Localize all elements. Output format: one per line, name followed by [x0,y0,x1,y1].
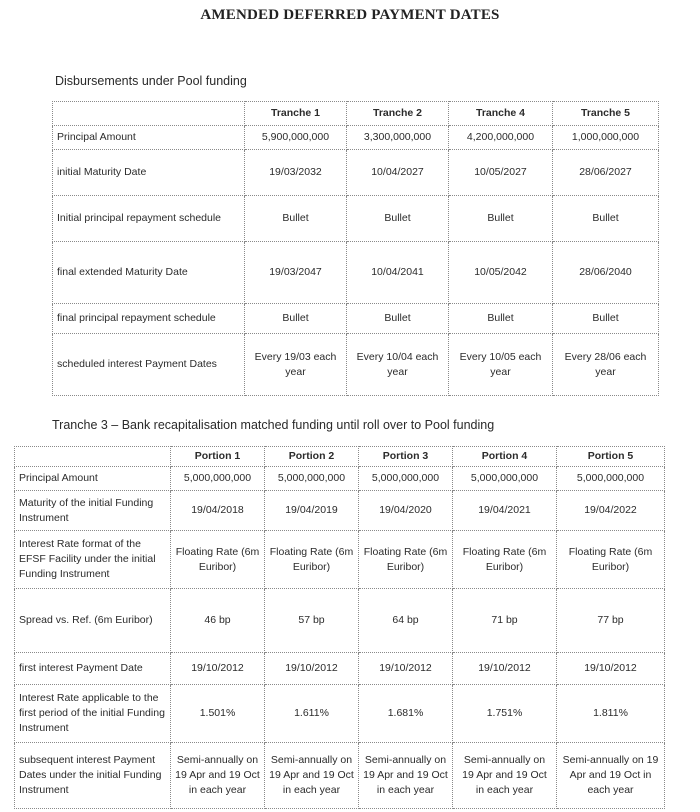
table-row [15,491,665,531]
table-cell: Every 10/04 each year [347,334,449,396]
table-cell: Bullet [347,196,449,242]
row-label: subsequent interest Payment Dates under the initial Funding Instrument [15,743,171,809]
table-cell: 19/10/2012 [265,653,359,685]
table-cell: Every 19/03 each year [245,334,347,396]
header-portion-4: Portion 4 [453,447,557,467]
table-cell: Semi-annually on 19 Apr and 19 Oct in each year [171,743,265,809]
table-cell: Floating Rate (6m Euribor) [171,531,265,589]
pool-funding-caption: Disbursements under Pool funding [55,74,247,88]
row-label: Interest Rate format of the EFSF Facility under the initial Funding Instrument [15,531,171,589]
header-tranche-1: Tranche 1 [245,102,347,126]
row-label: final extended Maturity Date [53,242,245,304]
table-cell: Bullet [245,304,347,334]
table-row [15,653,665,685]
table-row [53,150,659,196]
table-row [15,685,665,743]
table-cell: 64 bp [359,589,453,653]
table-cell: 77 bp [557,589,665,653]
table-cell: 5,000,000,000 [453,467,557,491]
table-cell: 19/04/2020 [359,491,453,531]
table-cell: Floating Rate (6m Euribor) [557,531,665,589]
tranche-3-table [14,446,665,809]
table-cell: 1.751% [453,685,557,743]
table-cell: 10/04/2027 [347,150,449,196]
table-cell: Semi-annually on 19 Apr and 19 Oct in each year [359,743,453,809]
table-row [15,467,665,491]
table-cell: 3,300,000,000 [347,126,449,150]
table-cell: 19/10/2012 [171,653,265,685]
table-cell: 10/04/2041 [347,242,449,304]
table-cell: 1.501% [171,685,265,743]
header-portion-5: Portion 5 [557,447,665,467]
header-cell [15,447,171,467]
table-cell: 1.611% [265,685,359,743]
table-row [53,196,659,242]
table-cell: 19/04/2021 [453,491,557,531]
header-portion-2: Portion 2 [265,447,359,467]
header-portion-1: Portion 1 [171,447,265,467]
row-label: scheduled interest Payment Dates [53,334,245,396]
table-cell: Bullet [553,196,659,242]
header-portion-3: Portion 3 [359,447,453,467]
row-label: Interest Rate applicable to the first period of the initial Funding Instrument [15,685,171,743]
table-row [15,589,665,653]
table-cell: Bullet [245,196,347,242]
table-cell: 57 bp [265,589,359,653]
document-title: AMENDED DEFERRED PAYMENT DATES [200,7,500,23]
row-label: initial Maturity Date [53,150,245,196]
row-label: first interest Payment Date [15,653,171,685]
table-cell: Bullet [449,304,553,334]
table-row [53,304,659,334]
table-row [53,334,659,396]
table-cell: 19/10/2012 [359,653,453,685]
table-header-row [53,102,659,126]
row-label: final principal repayment schedule [53,304,245,334]
table-cell: 28/06/2040 [553,242,659,304]
row-label: Maturity of the initial Funding Instrument [15,491,171,531]
table-row [53,126,659,150]
table-cell: Bullet [553,304,659,334]
table-cell: 1,000,000,000 [553,126,659,150]
table-cell: 46 bp [171,589,265,653]
table-cell: Every 10/05 each year [449,334,553,396]
table-cell: 19/03/2047 [245,242,347,304]
table-cell: 4,200,000,000 [449,126,553,150]
table-cell: 5,000,000,000 [359,467,453,491]
table-cell: 5,000,000,000 [265,467,359,491]
pool-funding-table [52,101,659,396]
table-row [53,242,659,304]
table-cell: 19/10/2012 [453,653,557,685]
header-tranche-2: Tranche 2 [347,102,449,126]
table-cell: Floating Rate (6m Euribor) [359,531,453,589]
table-cell: 1.811% [557,685,665,743]
table-cell: Floating Rate (6m Euribor) [265,531,359,589]
table-cell: 19/04/2018 [171,491,265,531]
table-cell: Every 28/06 each year [553,334,659,396]
table-cell: 19/03/2032 [245,150,347,196]
header-tranche-5: Tranche 5 [553,102,659,126]
table-row [15,531,665,589]
table-cell: 10/05/2042 [449,242,553,304]
table-cell: Semi-annually on 19 Apr and 19 Oct in each year [265,743,359,809]
table-cell: Bullet [347,304,449,334]
table-cell: 1.681% [359,685,453,743]
table-cell: Semi-annually on 19 Apr and 19 Oct in each year [557,743,665,809]
tranche-3-caption: Tranche 3 – Bank recapitalisation matched funding until roll over to Pool funding [52,418,495,432]
row-label: Principal Amount [53,126,245,150]
table-cell: 5,900,000,000 [245,126,347,150]
table-row [15,743,665,809]
table-cell: 19/10/2012 [557,653,665,685]
table-cell: Bullet [449,196,553,242]
table-cell: 5,000,000,000 [171,467,265,491]
table-cell: Floating Rate (6m Euribor) [453,531,557,589]
table-cell: 19/04/2019 [265,491,359,531]
table-cell: 10/05/2027 [449,150,553,196]
header-tranche-4: Tranche 4 [449,102,553,126]
table-cell: 5,000,000,000 [557,467,665,491]
table-cell: Semi-annually on 19 Apr and 19 Oct in each year [453,743,557,809]
row-label: Initial principal repayment schedule [53,196,245,242]
header-cell [53,102,245,126]
row-label: Principal Amount [15,467,171,491]
table-cell: 28/06/2027 [553,150,659,196]
table-cell: 71 bp [453,589,557,653]
table-cell: 19/04/2022 [557,491,665,531]
table-header-row [15,447,665,467]
row-label: Spread vs. Ref. (6m Euribor) [15,589,171,653]
